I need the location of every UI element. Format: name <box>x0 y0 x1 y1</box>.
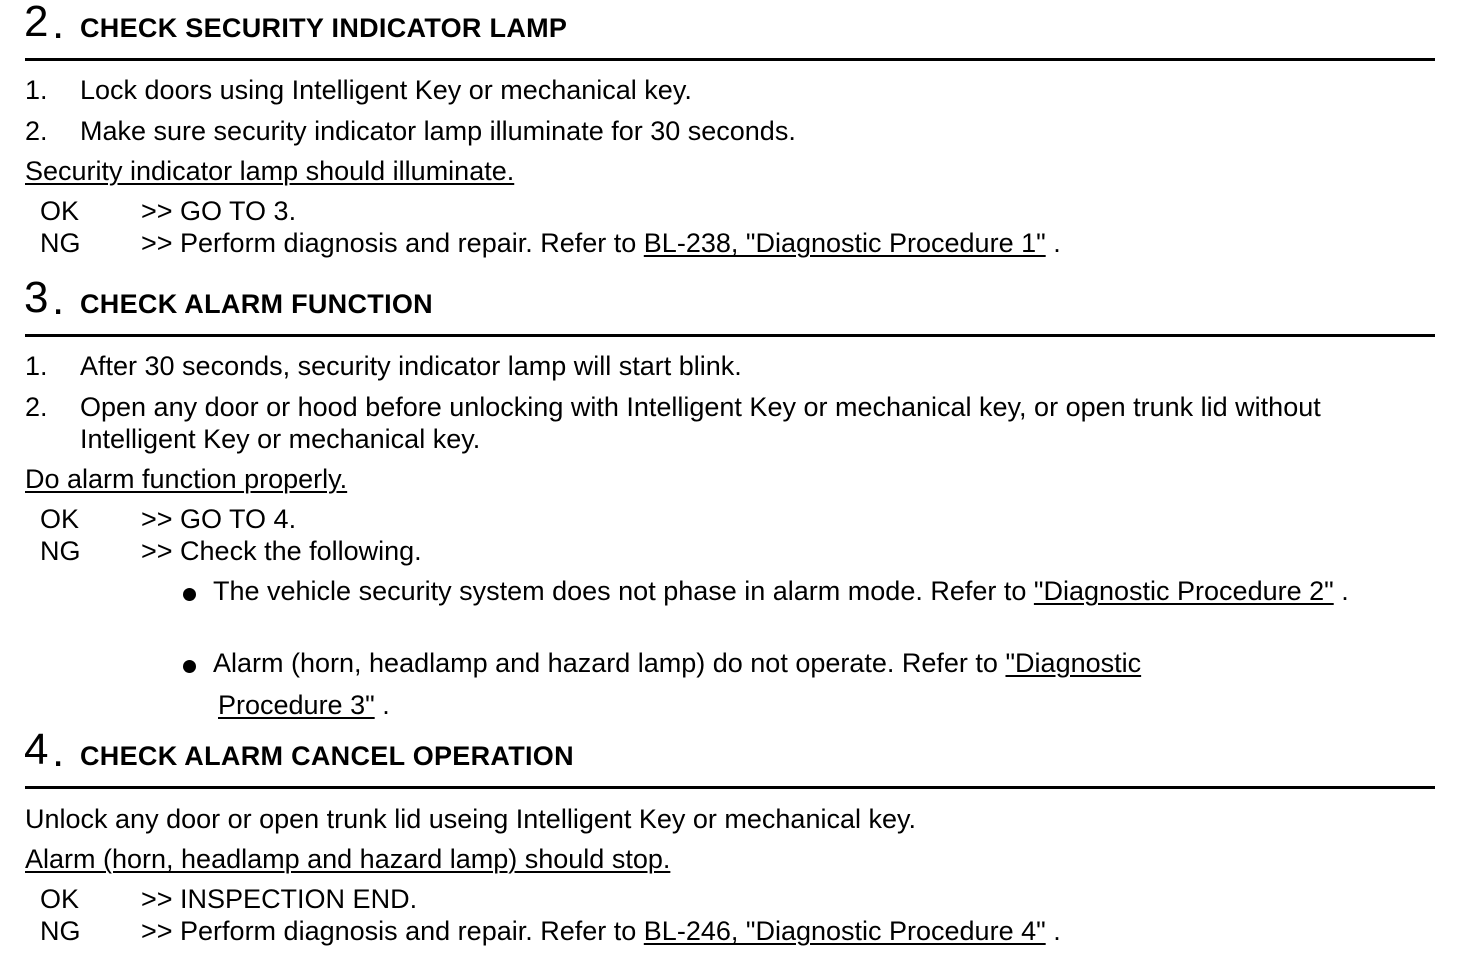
section-4-ok-label: OK <box>40 884 80 914</box>
bullet-2-marker <box>183 660 196 673</box>
section-3-title: CHECK ALARM FUNCTION <box>80 289 433 319</box>
section-2-ng-text: >> Perform diagnosis and repair. Refer to <box>141 228 637 258</box>
section-3-step-2-text-cont: Intelligent Key or mechanical key. <box>80 424 481 454</box>
section-2-question: Security indicator lamp should illuminate. <box>25 156 515 186</box>
diagnostic-procedure-2-link[interactable]: "Diagnostic Procedure 2" <box>1033 576 1334 606</box>
section-2-step-2-num: 2. <box>25 116 48 146</box>
section-4-ng-end: . <box>1053 916 1061 946</box>
section-4-divider <box>25 786 1435 789</box>
diagnostic-procedure-3-link-cont[interactable]: Procedure 3" <box>218 690 375 720</box>
diagnostic-procedure-3-link[interactable]: "Diagnostic <box>1005 648 1142 678</box>
section-2-ng-end: . <box>1053 228 1061 258</box>
section-2-ng-line <box>141 227 1061 259</box>
section-4-ng-line <box>141 915 1061 947</box>
section-2-step-2-text: Make sure security indicator lamp illuminate for 30 seconds. <box>80 116 796 146</box>
bullet-2-line <box>213 647 1141 679</box>
section-3-ng-text: >> Check the following. <box>141 536 422 566</box>
section-4-ng-label: NG <box>40 916 81 946</box>
bullet-1-line <box>213 575 1349 607</box>
section-4-number: 4 <box>24 725 49 774</box>
section-3-step-1-text: After 30 seconds, security indicator lamp will start blink. <box>80 351 742 381</box>
section-2-dot: . <box>52 0 65 48</box>
bullet-1-end: . <box>1341 576 1349 606</box>
section-4-question: Alarm (horn, headlamp and hazard lamp) should stop. <box>25 844 671 874</box>
section-2-title: CHECK SECURITY INDICATOR LAMP <box>80 13 568 43</box>
section-4-intro: Unlock any door or open trunk lid useing Intelligent Key or mechanical key. <box>25 804 916 834</box>
bullet-2-text: Alarm (horn, headlamp and hazard lamp) do not operate. Refer to <box>213 648 998 678</box>
bullet-1-text: The vehicle security system does not phase in alarm mode. Refer to <box>213 576 1027 606</box>
section-2-divider <box>25 58 1435 61</box>
section-3-step-1-num: 1. <box>25 351 48 381</box>
section-3-ok-text: >> GO TO 4. <box>141 504 297 534</box>
section-2-step-1-text: Lock doors using Intelligent Key or mechanical key. <box>80 75 692 105</box>
bullet-1-marker <box>183 588 196 601</box>
section-2-ng-label: NG <box>40 228 81 258</box>
section-3-divider <box>25 334 1435 337</box>
section-2-number: 2 <box>24 0 49 46</box>
section-3-dot: . <box>52 275 65 324</box>
section-4-title: CHECK ALARM CANCEL OPERATION <box>80 741 574 771</box>
section-2-step-1-num: 1. <box>25 75 48 105</box>
section-4-ok-text: >> INSPECTION END. <box>141 884 418 914</box>
section-3-question: Do alarm function properly. <box>25 464 348 494</box>
bullet-2-line-2 <box>218 689 390 721</box>
section-3-ng-label: NG <box>40 536 81 566</box>
section-4-dot: . <box>52 727 65 776</box>
section-3-step-2-num: 2. <box>25 392 48 422</box>
section-2-ok-label: OK <box>40 196 80 226</box>
bullet-2-end: . <box>382 690 390 720</box>
section-2-ok-text: >> GO TO 3. <box>141 196 297 226</box>
bl-246-diagnostic-procedure-4-link[interactable]: BL-246, "Diagnostic Procedure 4" <box>643 916 1046 946</box>
section-4-ng-text: >> Perform diagnosis and repair. Refer to <box>141 916 637 946</box>
section-3-step-2-text: Open any door or hood before unlocking with Intelligent Key or mechanical key, or open trunk lid without <box>80 392 1321 422</box>
section-3-ok-label: OK <box>40 504 80 534</box>
section-3-number: 3 <box>24 273 49 322</box>
bl-238-diagnostic-procedure-1-link[interactable]: BL-238, "Diagnostic Procedure 1" <box>643 228 1046 258</box>
